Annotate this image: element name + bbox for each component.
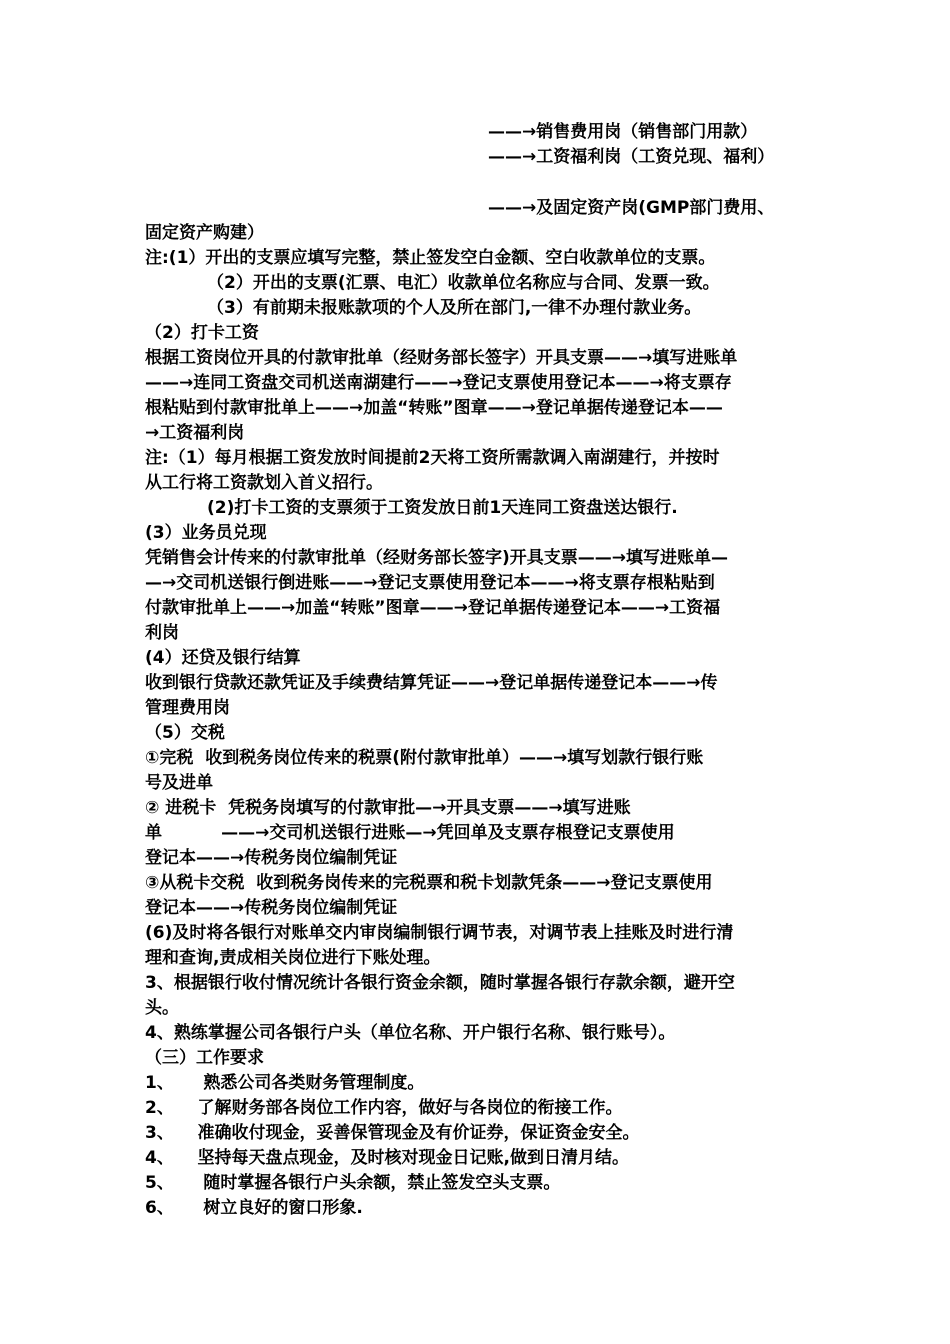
text-line: 4、熟练掌握公司各银行户头（单位名称、开户银行名称、银行账号）。 xyxy=(145,1023,676,1043)
text-line: 号及进单 xyxy=(145,773,213,793)
list-item: 4、 坚持每天盘点现金，及时核对现金日记账,做到日清月结。 xyxy=(145,1148,629,1168)
section-heading: (3）业务员兑现 xyxy=(145,523,267,543)
flow-line-fixed-assets: ——→及固定资产岗(GMP部门费用、 xyxy=(488,198,775,218)
text-line: 根据工资岗位开具的付款审批单（经财务部长签字）开具支票——→填写进账单 xyxy=(145,348,738,368)
section-heading: （2）打卡工资 xyxy=(145,323,259,343)
text-line: ③从税卡交税 收到税务岗传来的完税票和税卡划款凭条——→登记支票使用 xyxy=(145,873,713,893)
text-line: ② 进税卡 凭税务岗填写的付款审批—→开具支票——→填写进账 xyxy=(145,798,631,818)
text-line: ①完税 收到税务岗位传来的税票(附付款审批单）——→填写划款行银行账 xyxy=(145,748,704,768)
text-line: 登记本——→传税务岗位编制凭证 xyxy=(145,848,398,868)
note-line: 注:(1）开出的支票应填写完整，禁止签发空白金额、空白收款单位的支票。 xyxy=(145,248,716,268)
flow-line-salary-welfare: ——→工资福利岗（工资兑现、福利） xyxy=(488,147,775,167)
text-line: 凭销售会计传来的付款审批单（经财务部长签字)开具支票——→填写进账单— xyxy=(145,548,729,568)
text-line: 登记本——→传税务岗位编制凭证 xyxy=(145,898,398,918)
note-line: 注:（1）每月根据工资发放时间提前2天将工资所需款调入南湖建行，并按时 xyxy=(145,448,720,468)
section-heading: （三）工作要求 xyxy=(145,1048,264,1068)
text-line: (6)及时将各银行对账单交内审岗编制银行调节表，对调节表上挂账及时进行清 xyxy=(145,923,734,943)
section-heading: （5）交税 xyxy=(145,723,225,743)
note-line: （3）有前期未报账款项的个人及所在部门,一律不办理付款业务。 xyxy=(207,298,702,318)
text-line: 头。 xyxy=(145,998,179,1018)
document-page xyxy=(145,120,820,1221)
text-line: 3、根据银行收付情况统计各银行资金余额，随时掌握各银行存款余额，避开空 xyxy=(145,973,735,993)
blank-line xyxy=(145,170,820,196)
note-line: 从工行将工资款划入首义招行。 xyxy=(145,473,383,493)
text-line: ——→连同工资盘交司机送南湖建行——→登记支票使用登记本——→将支票存 xyxy=(145,373,732,393)
list-item: 3、 准确收付现金，妥善保管现金及有价证券，保证资金安全。 xyxy=(145,1123,640,1143)
text-line: →工资福利岗 xyxy=(145,423,245,443)
list-item: 2、 了解财务部各岗位工作内容，做好与各岗位的衔接工作。 xyxy=(145,1098,623,1118)
text-line: 单 ——→交司机送银行进账—→凭回单及支票存根登记支票使用 xyxy=(145,823,675,843)
note-line: （2）开出的支票(汇票、电汇）收款单位名称应与合同、发票一致。 xyxy=(207,273,720,293)
list-item: 1、 熟悉公司各类财务管理制度。 xyxy=(145,1073,425,1093)
flow-line-sales-expense: ——→销售费用岗（销售部门用款） xyxy=(488,122,758,142)
text-line: 收到银行贷款还款凭证及手续费结算凭证——→登记单据传递登记本——→传 xyxy=(145,673,718,693)
list-item: 5、 随时掌握各银行户头余额，禁止签发空头支票。 xyxy=(145,1173,561,1193)
text-line: 根粘贴到付款审批单上——→加盖“转账”图章——→登记单据传递登记本—— xyxy=(145,398,723,418)
text-line: 固定资产购建） xyxy=(145,223,264,243)
text-line: 理和查询,责成相关岗位进行下账处理。 xyxy=(145,948,441,968)
text-line: —→交司机送银行倒进账——→登记支票使用登记本——→将支票存根粘贴到 xyxy=(145,573,715,593)
note-line: (2)打卡工资的支票须于工资发放日前1天连同工资盘送达银行. xyxy=(207,498,678,518)
section-heading: (4）还贷及银行结算 xyxy=(145,648,301,668)
text-line: 管理费用岗 xyxy=(145,698,230,718)
text-line: 付款审批单上——→加盖“转账”图章——→登记单据传递登记本——→工资福 xyxy=(145,598,721,618)
text-line: 利岗 xyxy=(145,623,179,643)
list-item: 6、 树立良好的窗口形象. xyxy=(145,1198,363,1218)
